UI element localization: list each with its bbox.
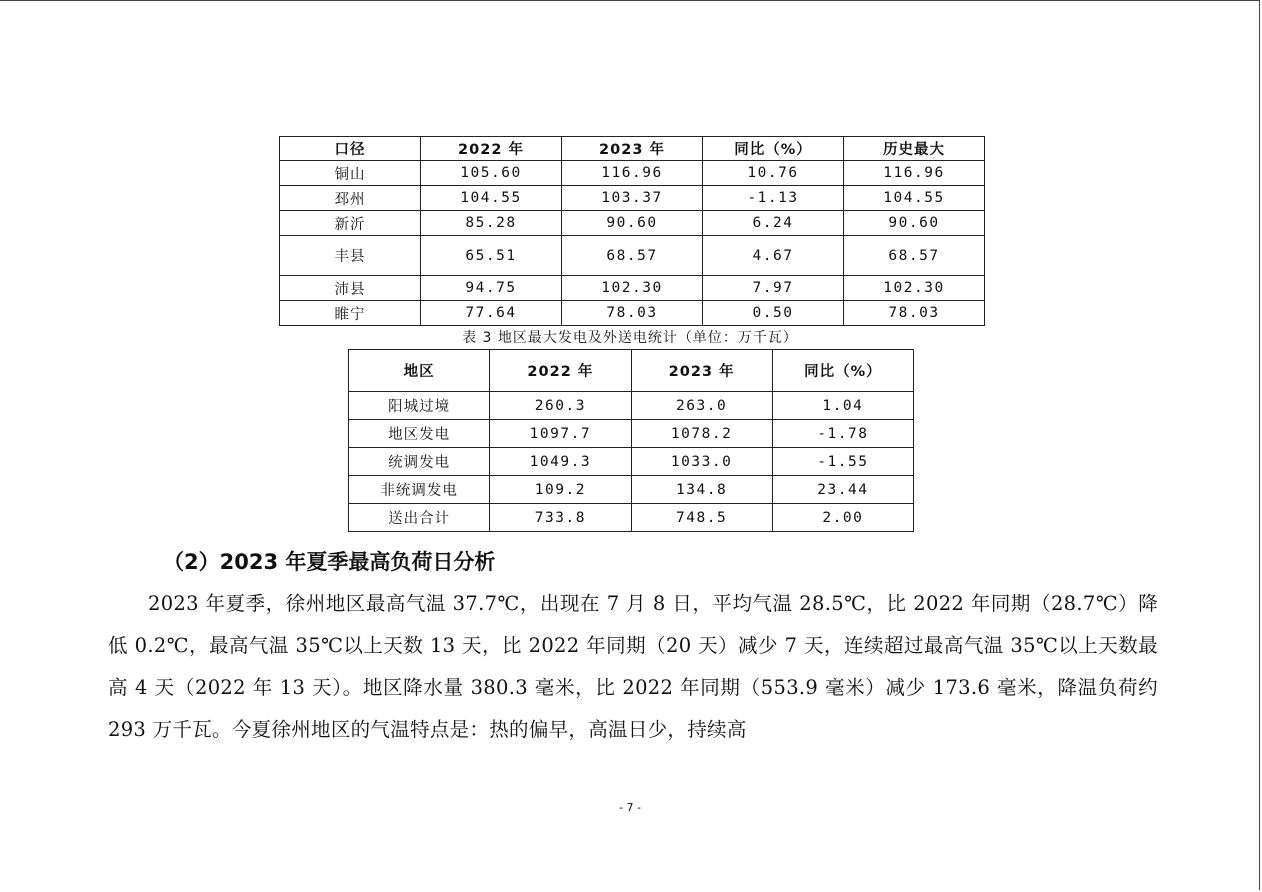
table-cell: 78.03	[562, 301, 703, 326]
table-cell: 65.51	[421, 236, 562, 276]
table-row	[280, 301, 985, 326]
table-header-row	[349, 350, 914, 392]
table-row	[280, 276, 985, 301]
table-cell: 送出合计	[349, 504, 490, 532]
table-cell: -1.13	[703, 186, 844, 211]
table-cell: 102.30	[562, 276, 703, 301]
table-cell: 2.00	[772, 504, 913, 532]
section-heading: （2）2023 年夏季最高负荷日分析	[163, 550, 496, 574]
col-header: 2022 年	[490, 350, 631, 392]
table-row	[280, 161, 985, 186]
table-cell: -1.55	[772, 448, 913, 476]
table-cell: 104.55	[844, 186, 985, 211]
table-cell: 134.8	[631, 476, 772, 504]
table-cell: 105.60	[421, 161, 562, 186]
table-caption: 表 3 地区最大发电及外送电统计（单位：万千瓦）	[462, 330, 798, 346]
table-cell: 23.44	[772, 476, 913, 504]
table-row	[349, 448, 914, 476]
table-cell: 68.57	[562, 236, 703, 276]
col-header: 同比（%）	[703, 137, 844, 161]
col-header: 口径	[280, 137, 421, 161]
table-cell: 733.8	[490, 504, 631, 532]
table-cell: 109.2	[490, 476, 631, 504]
table-row	[280, 236, 985, 276]
table-cell: 1097.7	[490, 420, 631, 448]
col-header: 同比（%）	[772, 350, 913, 392]
generation-export-table	[348, 349, 914, 532]
table-cell: 非统调发电	[349, 476, 490, 504]
table-cell: 6.24	[703, 211, 844, 236]
table-cell: 116.96	[562, 161, 703, 186]
table-cell: 90.60	[844, 211, 985, 236]
table-cell: 统调发电	[349, 448, 490, 476]
table-cell: 103.37	[562, 186, 703, 211]
table-cell: 1078.2	[631, 420, 772, 448]
table-cell: 85.28	[421, 211, 562, 236]
table-cell: 7.97	[703, 276, 844, 301]
table-cell: 阳城过境	[349, 392, 490, 420]
table-cell: 78.03	[844, 301, 985, 326]
table-cell: 沛县	[280, 276, 421, 301]
col-header: 2022 年	[421, 137, 562, 161]
table-cell: 睢宁	[280, 301, 421, 326]
col-header: 2023 年	[562, 137, 703, 161]
table-cell: 90.60	[562, 211, 703, 236]
page-number: - 7 -	[619, 801, 641, 814]
table-cell: 邳州	[280, 186, 421, 211]
table-cell: 748.5	[631, 504, 772, 532]
col-header: 历史最大	[844, 137, 985, 161]
table-row	[349, 392, 914, 420]
table-cell: 68.57	[844, 236, 985, 276]
table-cell: 263.0	[631, 392, 772, 420]
table-cell: 10.76	[703, 161, 844, 186]
table-cell: 铜山	[280, 161, 421, 186]
table-cell: 新沂	[280, 211, 421, 236]
table-row	[280, 211, 985, 236]
table-cell: 0.50	[703, 301, 844, 326]
col-header: 2023 年	[631, 350, 772, 392]
table-cell: 1049.3	[490, 448, 631, 476]
body-paragraph: 2023 年夏季，徐州地区最高气温 37.7℃，出现在 7 月 8 日，平均气温 28.5℃，比 2022 年同期（28.7℃）降低 0.2℃，最高气温 35℃以上天数 13 天，比 2022 年同期（20 天）减少 7 天，连续超过最高气温 35℃以上天数最高 4 天（2022 年 13 天）。地区降水量 380.3 毫米，比 2022 年同期（553.9 毫米）减少 173.6 毫米，降温负荷约 293 万千瓦。今夏徐州地区的气温特点是：热的偏早，高温日少，持续高	[108, 592, 1158, 741]
table-cell: 94.75	[421, 276, 562, 301]
table-cell: 102.30	[844, 276, 985, 301]
table-cell: 地区发电	[349, 420, 490, 448]
table-cell: 77.64	[421, 301, 562, 326]
table-cell: -1.78	[772, 420, 913, 448]
table-cell: 104.55	[421, 186, 562, 211]
table-row	[349, 476, 914, 504]
table-header-row	[280, 137, 985, 161]
table-row	[280, 186, 985, 211]
county-load-table	[279, 136, 985, 326]
col-header: 地区	[349, 350, 490, 392]
table-cell: 1.04	[772, 392, 913, 420]
table-cell: 1033.0	[631, 448, 772, 476]
table-cell: 260.3	[490, 392, 631, 420]
table-row	[349, 420, 914, 448]
table-cell: 丰县	[280, 236, 421, 276]
table-cell: 116.96	[844, 161, 985, 186]
table-cell: 4.67	[703, 236, 844, 276]
table-row	[349, 504, 914, 532]
